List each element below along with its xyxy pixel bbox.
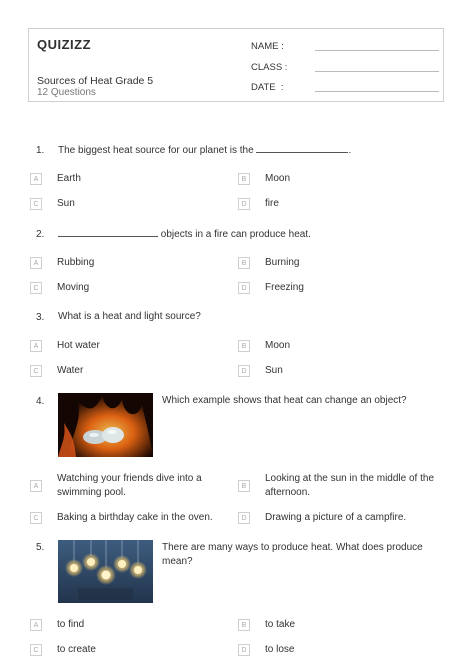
question-text: Which example shows that heat can change an object? xyxy=(162,395,407,406)
option-text: Hot water xyxy=(57,340,100,351)
question-text: What is a heat and light source? xyxy=(58,311,201,322)
option-text: Burning xyxy=(265,257,300,268)
answer-blank xyxy=(58,227,158,237)
option-letter[interactable]: A xyxy=(30,257,42,269)
question-number: 1. xyxy=(36,145,45,156)
option-text: Moving xyxy=(57,282,90,293)
ice-in-fire-image xyxy=(58,393,153,457)
option-letter[interactable]: B xyxy=(238,173,250,185)
option-text: Sun xyxy=(57,198,75,209)
quizizz-logo: QUIZIZZ xyxy=(37,37,92,52)
option-letter[interactable]: B xyxy=(238,340,250,352)
option-letter[interactable]: C xyxy=(30,644,42,656)
name-label: NAME : xyxy=(251,41,284,52)
option-letter[interactable]: A xyxy=(30,340,42,352)
option-text: Freezing xyxy=(265,282,304,293)
date-field[interactable] xyxy=(251,82,439,93)
option-text: to lose xyxy=(265,644,295,655)
option-letter[interactable]: A xyxy=(30,173,42,185)
option-text: Looking at the sun in the middle of the afternoon. xyxy=(265,473,435,498)
answer-blank xyxy=(256,143,348,153)
question-number: 4. xyxy=(36,396,45,407)
option-text: Moon xyxy=(265,340,291,351)
question-number: 2. xyxy=(36,229,45,240)
question-text: The biggest heat source for our planet is the . xyxy=(58,145,352,156)
option-text: fire xyxy=(265,198,279,209)
class-field[interactable] xyxy=(251,62,439,73)
option-letter[interactable]: D xyxy=(238,365,250,377)
option-text: Earth xyxy=(57,173,81,184)
option-text: Baking a birthday cake in the oven. xyxy=(57,512,213,523)
worksheet-header xyxy=(28,28,444,102)
question-count: 12 Questions xyxy=(37,87,96,98)
option-text: to create xyxy=(57,644,96,655)
option-letter[interactable]: C xyxy=(30,512,42,524)
option-letter[interactable]: D xyxy=(238,198,250,210)
date-label: DATE : xyxy=(251,82,284,93)
option-text: to take xyxy=(265,619,296,630)
option-text: Water xyxy=(57,365,84,376)
name-line xyxy=(315,50,439,51)
question-text: objects in a fire can produce heat. xyxy=(58,227,418,242)
option-text: Watching your friends dive into a swimming pool. xyxy=(57,473,202,498)
option-text: Sun xyxy=(265,365,283,376)
option-letter[interactable]: C xyxy=(30,198,42,210)
option-letter[interactable]: B xyxy=(238,619,250,631)
option-text: Rubbing xyxy=(57,257,95,268)
option-letter[interactable]: C xyxy=(30,365,42,377)
hanging-light-bulbs-image xyxy=(58,540,153,603)
option-letter[interactable]: A xyxy=(30,619,42,631)
question-number: 3. xyxy=(36,312,45,323)
option-text: to find xyxy=(57,619,85,630)
question-number: 5. xyxy=(36,542,45,553)
name-field[interactable] xyxy=(251,41,439,52)
question-text: There are many ways to produce heat. What does produce mean? xyxy=(162,542,423,567)
option-letter[interactable]: D xyxy=(238,644,250,656)
option-text: Drawing a picture of a campfire. xyxy=(265,512,407,523)
option-letter[interactable]: B xyxy=(238,257,250,269)
option-letter[interactable]: A xyxy=(30,480,42,492)
class-line xyxy=(315,71,439,72)
option-letter[interactable]: D xyxy=(238,282,250,294)
option-letter[interactable]: C xyxy=(30,282,42,294)
class-label: CLASS : xyxy=(251,62,288,73)
option-letter[interactable]: B xyxy=(238,480,250,492)
option-text: Moon xyxy=(265,173,291,184)
worksheet-title: Sources of Heat Grade 5 xyxy=(37,75,154,87)
option-letter[interactable]: D xyxy=(238,512,250,524)
date-line xyxy=(315,91,439,92)
